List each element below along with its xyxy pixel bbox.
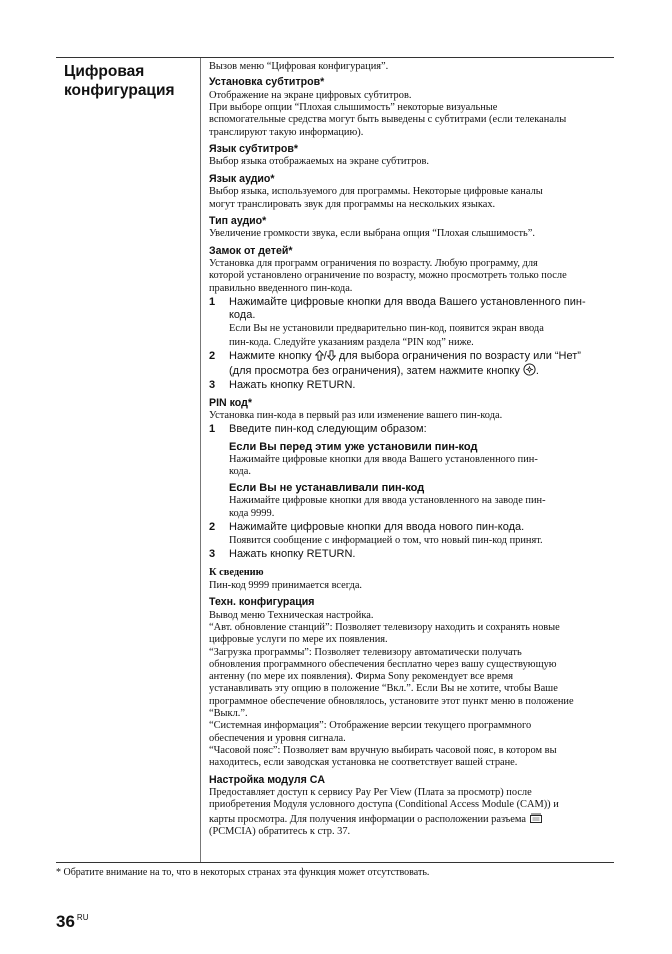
step-text: для выбора ограничения по возрасту или “Нет” — [338, 350, 581, 363]
pin-step-1 — [209, 423, 614, 519]
pin-case-text: Нажимайте цифровые кнопки для ввода Вашего установленного пин- — [229, 453, 538, 465]
ca-block — [209, 774, 614, 839]
audio-type-heading: Тип аудио* — [209, 214, 267, 227]
step-number: 1 — [209, 423, 216, 436]
tech-line: “Авт. обновление станций”: Позволяет телевизору находить и сохранять новые — [209, 621, 560, 633]
tech-line: программное обеспечение обновлялось, установите этот пункт меню в положение — [209, 695, 574, 707]
parental-step-3 — [209, 379, 614, 392]
step-text: . — [535, 365, 539, 378]
parental-line: Установка для программ ограничения по возрасту. Любую программу, для — [209, 258, 538, 270]
parental-heading: Замок от детей* — [209, 244, 293, 257]
ca-line: приобретения Модуля условного доступа (Conditional Access Module (CAM)) и — [209, 799, 559, 811]
tech-line: “Выкл.”. — [209, 708, 248, 720]
audio-lang-block — [209, 173, 614, 211]
step-number: 3 — [209, 379, 216, 392]
bottom-rule — [56, 862, 614, 863]
parental-block — [209, 245, 614, 393]
ca-line: (PCMCIA) обратитесь к стр. 37. — [209, 825, 351, 837]
tech-block — [209, 596, 614, 769]
step-subtext: Если Вы не установили предварительно пин-код, появится экран ввода — [229, 323, 544, 335]
step-text: Нажимайте цифровые кнопки для ввода Вашего установленного пин- — [229, 296, 586, 309]
slash-separator: / — [323, 350, 327, 363]
step-text: Нажать кнопку RETURN. — [229, 548, 356, 561]
ca-text: карты просмотра. Для получения информации о расположении разъема — [209, 813, 526, 825]
step-number: 3 — [209, 548, 216, 561]
step-number: 2 — [209, 520, 216, 533]
step-subtext: Появится сообщение с информацией о том, что новый пин-код принят. — [229, 535, 543, 547]
parental-line: которой установлено ограничение по возрасту, можно просмотреть только после — [209, 270, 567, 282]
subtitles-line: При выборе опции “Плохая слышимость” некоторые визуальные — [209, 102, 498, 114]
subtitles-heading: Установка субтитров* — [209, 76, 325, 89]
subtitles-line: вспомогательные средства могут быть выведены с субтитрами (если телеканалы — [209, 114, 567, 126]
tech-line: обеспечения и уровня сигнала. — [209, 732, 346, 744]
tech-line: антенну (по мере их появления). Фирма Sony рекомендует все время — [209, 671, 513, 683]
pin-case-text: кода 9999. — [229, 507, 275, 519]
subtitle-lang-line: Выбор языка отображаемых на экране субтитров. — [209, 156, 429, 168]
parental-step-1 — [209, 296, 614, 349]
parental-step-2 — [209, 350, 614, 378]
section-title: Цифровая конфигурация — [64, 63, 175, 99]
pin-step-2 — [209, 521, 614, 548]
ca-line: Предоставляет доступ к сервису Pay Per View (Плата за просмотр) после — [209, 787, 532, 799]
note-text: Пин-код 9999 принимается всегда. — [209, 579, 363, 591]
pin-heading: PIN код* — [209, 396, 252, 409]
subtitle-lang-heading: Язык субтитров* — [209, 142, 298, 155]
main-content — [209, 61, 614, 838]
pin-case-heading: Если Вы не устанавливали пин-код — [229, 482, 425, 495]
step-text: кода. — [229, 309, 256, 322]
subtitle-lang-block — [209, 143, 614, 169]
pin-case-text: Нажимайте цифровые кнопки для ввода установленного на заводе пин- — [229, 495, 546, 507]
tech-line: находитесь, если заводская установка не соответствует вашей стране. — [209, 757, 518, 769]
pin-case-text: кода. — [229, 465, 251, 477]
page-number — [56, 912, 88, 932]
column-divider — [200, 58, 201, 862]
page-language: RU — [76, 913, 89, 922]
ca-heading: Настройка модуля CA — [209, 773, 326, 786]
step-number: 1 — [209, 296, 216, 309]
step-subtext: пин-кода. Следуйте указаниям раздела “PIN код” ниже. — [229, 336, 474, 348]
tech-heading: Техн. конфигурация — [209, 596, 315, 609]
arrow-up-icon — [315, 350, 324, 361]
step-text: Нажать кнопку RETURN. — [229, 379, 356, 392]
step-text: (для просмотра без ограничения), затем нажмите кнопку — [229, 365, 520, 378]
pin-block — [209, 397, 614, 562]
parental-line: правильно введенного пин-кода. — [209, 282, 353, 294]
tech-line: “Часовой пояс”: Позволяет вам вручную выбирать часовой пояс, в котором вы — [209, 744, 557, 756]
pcmcia-slot-icon — [529, 812, 543, 824]
subtitles-line: Отображение на экране цифровых субтитров. — [209, 89, 412, 101]
audio-lang-line: могут транслировать звук для программы на нескольких языках. — [209, 198, 496, 210]
audio-lang-heading: Язык аудио* — [209, 172, 275, 185]
note-heading: К сведению — [209, 566, 264, 578]
tech-line: устанавливать эту опцию в положение “Вкл.”. Если Вы не хотите, чтобы Ваше — [209, 683, 558, 695]
ok-button-icon — [523, 363, 536, 376]
pin-case-heading: Если Вы перед этим уже установили пин-код — [229, 440, 478, 453]
tech-line: обновления программного обеспечения бесплатно через вашу существующую — [209, 658, 557, 670]
note-block — [209, 567, 614, 593]
step-text: Нажмите кнопку — [229, 350, 312, 363]
page-number-value: 36 — [56, 912, 75, 931]
audio-type-line: Увеличение громкости звука, если выбрана опция “Плохая слышимость”. — [209, 228, 536, 240]
subtitles-block — [209, 76, 614, 139]
tech-line: цифровые услуги по мере их появления. — [209, 634, 388, 646]
audio-lang-line: Выбор языка, используемого для программы. Некоторые цифровые каналы — [209, 186, 543, 198]
subtitles-line: транслируют такую информацию). — [209, 126, 364, 138]
intro-text: Вызов меню “Цифровая конфигурация”. — [209, 61, 389, 72]
step-text: Введите пин-код следующим образом: — [229, 423, 427, 436]
pin-line: Установка пин-кода в первый раз или изменение вашего пин-кода. — [209, 410, 503, 422]
top-rule — [56, 57, 614, 58]
audio-type-block — [209, 215, 614, 241]
tech-line: Вывод меню Техническая настройка. — [209, 609, 374, 621]
tech-line: “Загрузка программы”: Позволяет телевизору автоматически получать — [209, 646, 522, 658]
arrow-down-icon — [327, 350, 336, 361]
tech-line: “Системная информация”: Отображение версии текущего программного — [209, 720, 532, 732]
step-number: 2 — [209, 350, 216, 363]
footnote: * Обратите внимание на то, что в некоторых странах эта функция может отсутствовать. — [56, 867, 430, 878]
ca-line-with-icon — [209, 812, 614, 826]
step-text: Нажимайте цифровые кнопки для ввода нового пин-кода. — [229, 520, 525, 533]
pin-step-3 — [209, 548, 614, 561]
